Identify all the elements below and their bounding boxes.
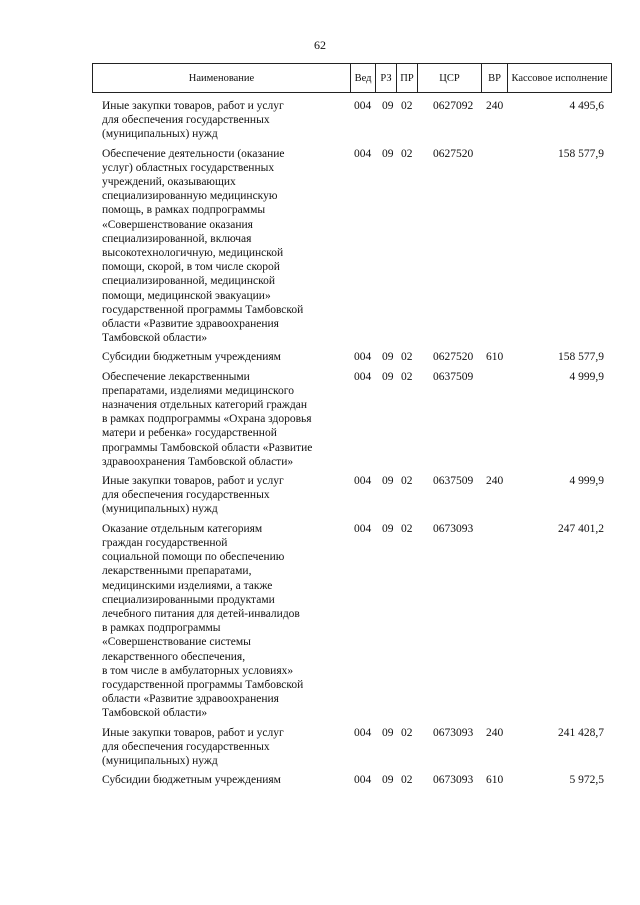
header-name: Наименование [93, 64, 351, 92]
row-amount: 4 999,9 [569, 475, 604, 488]
row-vr: 240 [486, 100, 504, 112]
row-name-line: медицинскими изделиями, а также [102, 579, 273, 592]
row-amount: 4 999,9 [569, 370, 604, 383]
row-pr: 02 [401, 147, 413, 160]
row-name [102, 350, 350, 364]
row-name-line: матери и ребенка» государственной [102, 427, 277, 440]
row-name-line: (муниципальных) нужд [102, 128, 218, 141]
row-name-line: «Совершенствование оказания [102, 218, 253, 231]
row-rz: 09 [382, 522, 394, 535]
row-ved: 004 [354, 351, 372, 364]
row-csr: 0627092 [433, 100, 474, 112]
row-amount: 247 401,2 [558, 522, 604, 535]
row-ved: 004 [354, 726, 372, 739]
row-name-line: Иные закупки товаров, работ и услуг [102, 100, 284, 112]
row-name-line: лечебного питания для детей-инвалидов [102, 607, 300, 620]
row-name-line: помощи, скорой, в том числе скорой [102, 261, 280, 274]
row-amount: 158 577,9 [558, 351, 604, 364]
row-ved: 004 [354, 370, 372, 383]
row-name-line: Обеспечение деятельности (оказание [102, 147, 285, 160]
table-row [92, 773, 612, 787]
row-rz: 09 [382, 475, 394, 488]
row-name-line: (муниципальных) нужд [102, 754, 218, 767]
row-name-line: (муниципальных) нужд [102, 503, 218, 516]
row-name-line: для обеспечения государственных [102, 114, 270, 127]
row-rz: 09 [382, 147, 394, 160]
table-row [92, 726, 612, 769]
row-name-line: Тамбовской области» [102, 332, 208, 345]
row-name-line: в рамках подпрограммы «Охрана здоровья [102, 413, 312, 426]
row-pr: 02 [401, 475, 413, 488]
row-ved: 004 [354, 475, 372, 488]
row-name-line: в рамках подпрограммы [102, 622, 221, 635]
row-name-line: услуг) областных государственных [102, 161, 275, 174]
table-body [92, 99, 612, 792]
row-name [102, 474, 350, 517]
table-row [92, 99, 612, 142]
row-name-line: для обеспечения государственных [102, 489, 270, 502]
row-amount: 5 972,5 [569, 774, 604, 787]
row-ved: 004 [354, 147, 372, 160]
row-name [102, 726, 350, 769]
table-header [92, 63, 612, 93]
row-ved: 004 [354, 774, 372, 787]
table-row [92, 522, 612, 721]
row-name-line: здравоохранения Тамбовской области» [102, 455, 294, 468]
row-name-line: специализированной, медицинской [102, 275, 276, 288]
row-name-line: в том числе в амбулаторных условиях» [102, 664, 294, 677]
row-csr: 0627520 [433, 147, 474, 160]
row-name-line: области «Развитие здравоохранения [102, 693, 279, 706]
row-vr: 240 [486, 475, 504, 488]
header-rz: РЗ [376, 64, 397, 92]
row-name [102, 99, 350, 142]
row-name-line: лекарственными препаратами, [102, 565, 252, 578]
row-csr: 0637509 [433, 475, 474, 488]
row-pr: 02 [401, 100, 413, 112]
row-ved: 004 [354, 100, 372, 112]
row-name-line: государственной программы Тамбовской [102, 678, 304, 691]
row-name-line: Субсидии бюджетным учреждениям [102, 351, 281, 364]
row-name-line: специализированную медицинскую [102, 190, 278, 203]
row-name [102, 370, 350, 469]
row-name-line: Иные закупки товаров, работ и услуг [102, 475, 284, 488]
row-name-line: лекарственного обеспечения, [102, 650, 246, 663]
row-csr: 0627520 [433, 351, 474, 364]
header-ved: Вед [351, 64, 376, 92]
row-pr: 02 [401, 351, 413, 364]
row-ved: 004 [354, 522, 372, 535]
table-row [92, 370, 612, 469]
row-csr: 0673093 [433, 774, 474, 787]
row-pr: 02 [401, 370, 413, 383]
row-rz: 09 [382, 351, 394, 364]
row-rz: 09 [382, 774, 394, 787]
row-name-line: Тамбовской области» [102, 707, 208, 720]
row-vr: 610 [486, 774, 504, 787]
row-rz: 09 [382, 726, 394, 739]
row-csr: 0637509 [433, 370, 474, 383]
row-name-line: высокотехнологичную, медицинской [102, 247, 284, 260]
page-number: 62 [314, 38, 326, 52]
row-name-line: программы Тамбовской области «Развитие [102, 441, 313, 454]
row-name-line: Субсидии бюджетным учреждениям [102, 774, 281, 787]
row-csr: 0673093 [433, 522, 474, 535]
row-name-line: Обеспечение лекарственными [102, 370, 250, 383]
row-csr: 0673093 [433, 726, 474, 739]
row-name-line: социальной помощи по обеспечению [102, 551, 285, 564]
row-name-line: государственной программы Тамбовской [102, 303, 304, 316]
row-name-line: специализированными продуктами [102, 593, 275, 606]
row-pr: 02 [401, 522, 413, 535]
row-name [102, 773, 350, 787]
row-rz: 09 [382, 370, 394, 383]
row-amount: 158 577,9 [558, 147, 604, 160]
row-vr: 610 [486, 351, 504, 364]
row-vr: 240 [486, 726, 504, 739]
table-row [92, 474, 612, 517]
row-name-line: учреждений, оказывающих [102, 176, 236, 189]
row-pr: 02 [401, 774, 413, 787]
row-pr: 02 [401, 726, 413, 739]
row-rz: 09 [382, 100, 394, 112]
row-name-line: помощи, медицинской эвакуации» [102, 289, 271, 302]
row-name-line: области «Развитие здравоохранения [102, 318, 279, 331]
header-kassovoe: Кассовое исполнение [511, 72, 608, 84]
row-name [102, 522, 350, 721]
row-name-line: граждан государственной [102, 536, 228, 549]
table-row [92, 350, 612, 364]
row-name-line: препаратами, изделиями медицинского [102, 384, 294, 397]
row-amount: 4 495,6 [569, 100, 604, 112]
header-csr: ЦСР [418, 64, 482, 92]
row-name-line: «Совершенствование системы [102, 636, 251, 649]
row-name-line: помощь, в рамках подпрограммы [102, 204, 266, 217]
row-amount: 241 428,7 [558, 726, 604, 739]
row-name [102, 147, 350, 346]
header-vr: ВР [482, 64, 508, 92]
row-name-line: назначения отдельных категорий граждан [102, 399, 307, 412]
row-name-line: Иные закупки товаров, работ и услуг [102, 726, 284, 739]
row-name-line: специализированной, включая [102, 232, 252, 245]
table-row [92, 147, 612, 346]
row-name-line: для обеспечения государственных [102, 740, 270, 753]
header-pr: ПР [397, 64, 418, 92]
row-name-line: Оказание отдельным категориям [102, 522, 263, 535]
